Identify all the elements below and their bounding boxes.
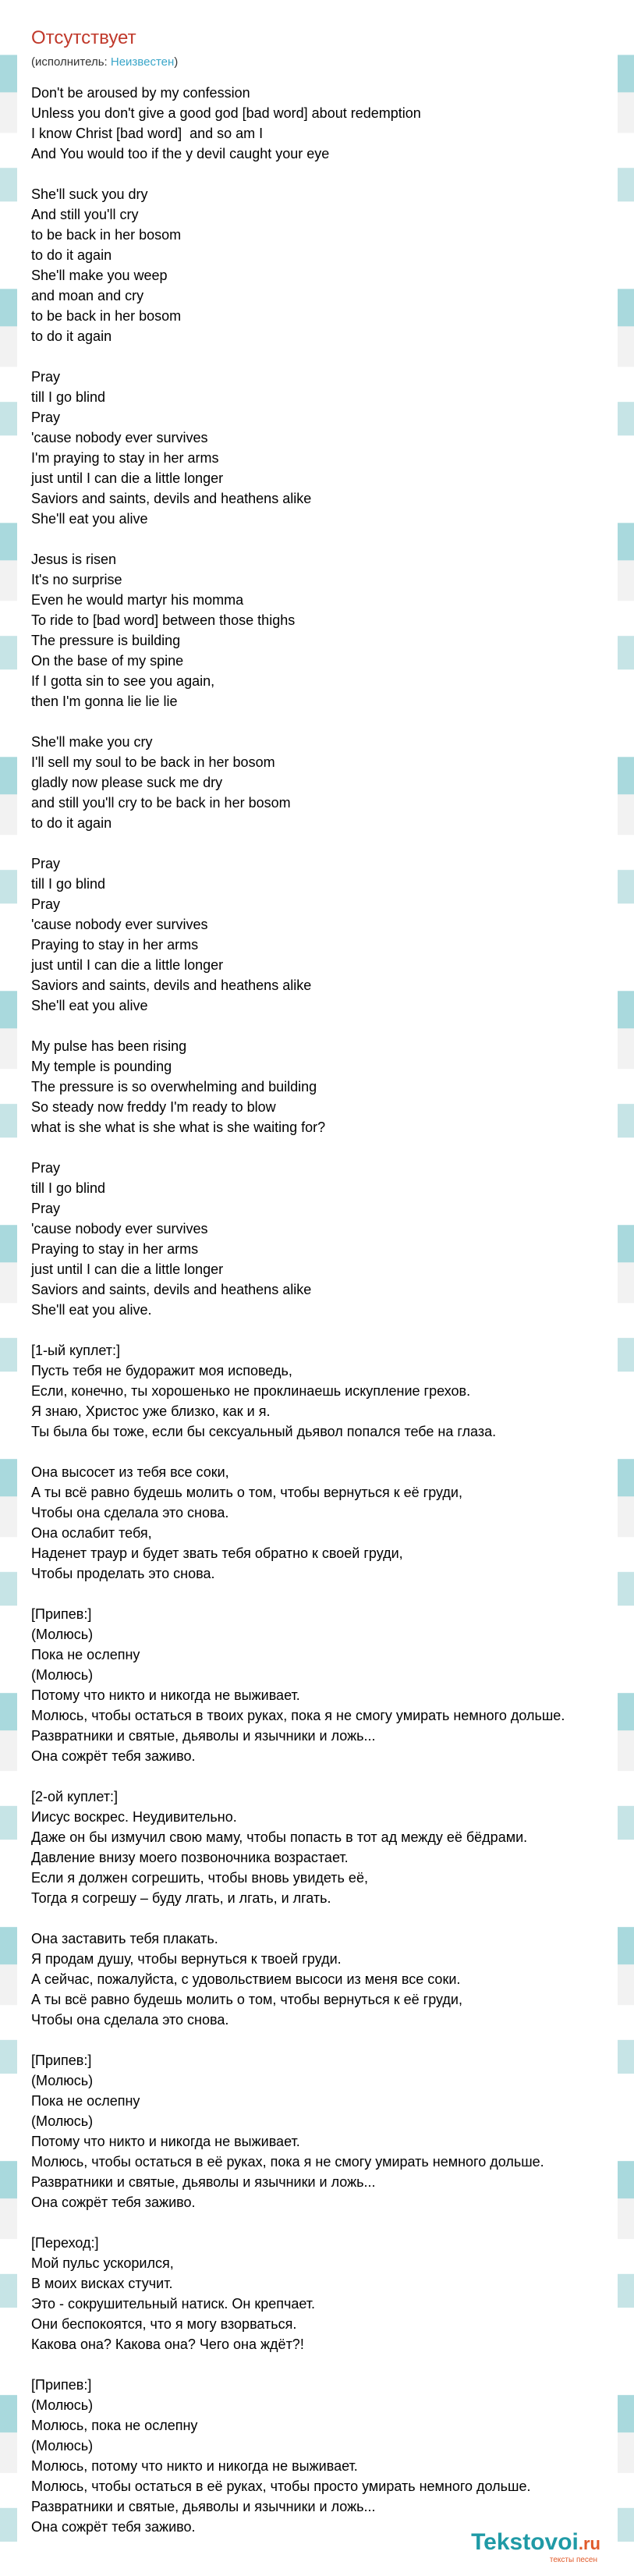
page-content (17, 0, 618, 2576)
logo-wordmark (471, 2531, 600, 2556)
site-logo[interactable] (471, 2531, 600, 2565)
logo-brand: Tekstovoi (471, 2529, 579, 2555)
logo-tld: .ru (578, 2534, 600, 2553)
artist-prefix: (исполнитель: (31, 55, 111, 69)
song-title: Отсутствует (31, 27, 136, 48)
artist-suffix: ) (174, 55, 179, 69)
lyrics-text: Don't be aroused by my confession Unless you don't give a good god [bad word] about redemption I know Christ [bad word] and so am I And You would too if the y devil caught your eye She'll suck you dry And still you'll cry to be back in her bosom to do it again She'll make you weep and moan and cry to be back in her bosom to do it again Pray till I go blind Pray 'cause nobody ever survives I'm praying to stay in her arms just until I can die a little longer Saviors and saints, devils and heathens alike She'll eat you alive Jesus is risen It's no surprise Even he would martyr his momma To ride to [bad word] between those thighs The pressure is building On the base of my spine If I gotta sin to see you again, then I'm gonna lie lie lie She'll make you cry I'll sell my soul to be back in her bosom gladly now please suck me dry and still you'll cry to be back in her bosom to do it again Pray till I go blind Pray 'cause nobody ever survives Praying to stay in her arms just until I can die a little longer Saviors and saints, devils and heathens alike She'll eat you alive My pulse has been rising My temple is pounding The pressure is so overwhelming and building So steady now freddy I'm ready to blow what is she what is she what is she waiting for? Pray till I go blind Pray 'cause nobody ever survives Praying to stay in her arms just until I can die a little longer Saviors and saints, devils and heathens alike She'll eat you alive. [1-ый куплет:] Пусть тебя не будоражит моя исповедь, Если, конечно, ты хорошенько не проклинаешь искупление грехов. Я знаю, Христос уже близко, как и я. Ты была бы тоже, если бы сексуальный дьявол попался тебе на глаза. Она высосет из тебя все соки, А ты всё равно будешь молить о том, чтобы вернуться к её груди, Чтобы она сделала это снова. Она ослабит тебя, Наденет траур и будет звать тебя обратно к своей груди, Чтобы проделать это снова. [Припев:] (Молюсь) Пока не ослепну (Молюсь) Потому что никто и никогда не выживает. Молюсь, чтобы остаться в твоих руках, пока я не смогу умирать немного дольше. Развратники и святые, дьяволы и язычники и ложь... Она сожрёт тебя заживо. [2-ой куплет:] Иисус воскрес. Неудивительно. Даже он бы измучил свою маму, чтобы попасть в тот ад между её бёдрами. Давление внизу моего позвоночника возрастает. Если я должен согрешить, чтобы вновь увидеть её, Тогда я согрешу – буду лгать, и лгать, и лгать. Она заставить тебя плакать. Я продам душу, чтобы вернуться к твоей груди. А сейчас, пожалуйста, с удовольствием высоси из меня все соки. А ты всё равно будешь молить о том, чтобы вернуться к её груди, Чтобы она сделала это снова. [Припев:] (Молюсь) Пока не ослепну (Молюсь) Потому что никто и никогда не выживает. Молюсь, чтобы остаться в её руках, пока я не смогу умирать немного дольше. Развратники и святые, дьяволы и язычники и ложь... Она сожрёт тебя заживо. [Переход:] Мой пульс ускорился, В моих висках стучит. Это - сокрушительный натиск. Он крепчает. Они беспокоятся, что я могу взорваться. Какова она? Какова она? Чего она ждёт?! [Припев:] (Молюсь) Молюсь, пока не ослепну (Молюсь) Молюсь, потому что никто и никогда не выживает. Молюсь, чтобы остаться в её руках, чтобы просто умирать немного дольше. Развратники и святые, дьяволы и язычники и ложь... Она сожрёт тебя заживо. (31, 85, 565, 2535)
artist-link[interactable]: Неизвестен (110, 55, 175, 69)
logo-tagline: тексты песен (549, 2556, 597, 2564)
artist-line (31, 55, 178, 70)
